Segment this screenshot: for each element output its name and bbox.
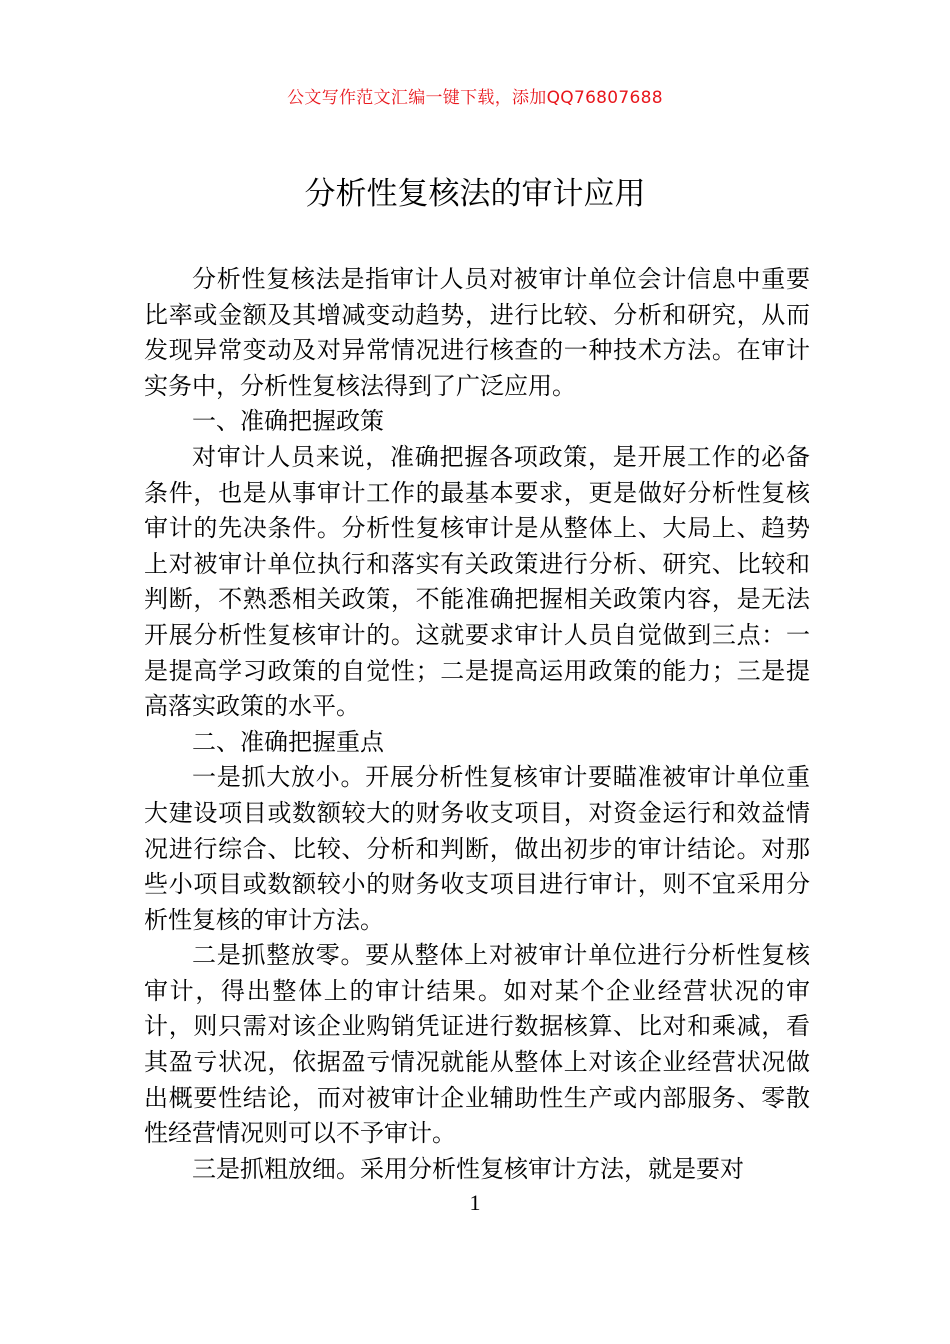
paragraph-policy: 对审计人员来说，准确把握各项政策，是开展工作的必备条件，也是从事审计工作的最基本要求，更是做好分析性复核审计的先决条件。分析性复核审计是从整体上、大局上、趋势上对被审计单位执行和落实有关政策进行分析、研究、比较和判断，不熟悉相关政策，不能准确把握相关政策内容，是无法开展分析性复核审计的。这就要求审计人员自觉做到三点：一是提高学习政策的自觉性；二是提高运用政策的能力；三是提高落实政策的水平。 bbox=[144, 442, 810, 721]
section-heading-2: 二、准确把握重点 bbox=[192, 727, 384, 756]
paragraph-point-3: 三是抓粗放细。采用分析性复核审计方法，就是要对 bbox=[192, 1154, 744, 1183]
paragraph-intro: 分析性复核法是指审计人员对被审计单位会计信息中重要比率或金额及其增减变动趋势，进行比较、分析和研究，从而发现异常变动及对异常情况进行核查的一种技术方法。在审计实务中，分析性复核法得到了广泛应用。 bbox=[144, 265, 810, 400]
document-body bbox=[144, 262, 810, 1187]
paragraph-point-2: 二是抓整放零。要从整体上对被审计单位进行分析性复核审计，得出整体上的审计结果。如对某个企业经营状况的审计，则只需对该企业购销凭证进行数据核算、比对和乘减，看其盈亏状况，依据盈亏情况就能从整体上对该企业经营状况做出概要性结论，而对被审计企业辅助性生产或内部服务、零散性经营情况则可以不予审计。 bbox=[144, 941, 810, 1148]
page-number: 1 bbox=[469, 1190, 481, 1215]
section-heading-1: 一、准确把握政策 bbox=[192, 407, 384, 436]
header-download-note: 公文写作范文汇编一键下载，添加QQ76807688 bbox=[287, 88, 663, 108]
paragraph-point-1: 一是抓大放小。开展分析性复核审计要瞄准被审计单位重大建设项目或数额较大的财务收支项目，对资金运行和效益情况进行综合、比较、分析和判断，做出初步的审计结论。对那些小项目或数额较小的财务收支项目进行审计，则不宜采用分析性复核的审计方法。 bbox=[144, 763, 810, 934]
document-title: 分析性复核法的审计应用 bbox=[304, 176, 646, 212]
